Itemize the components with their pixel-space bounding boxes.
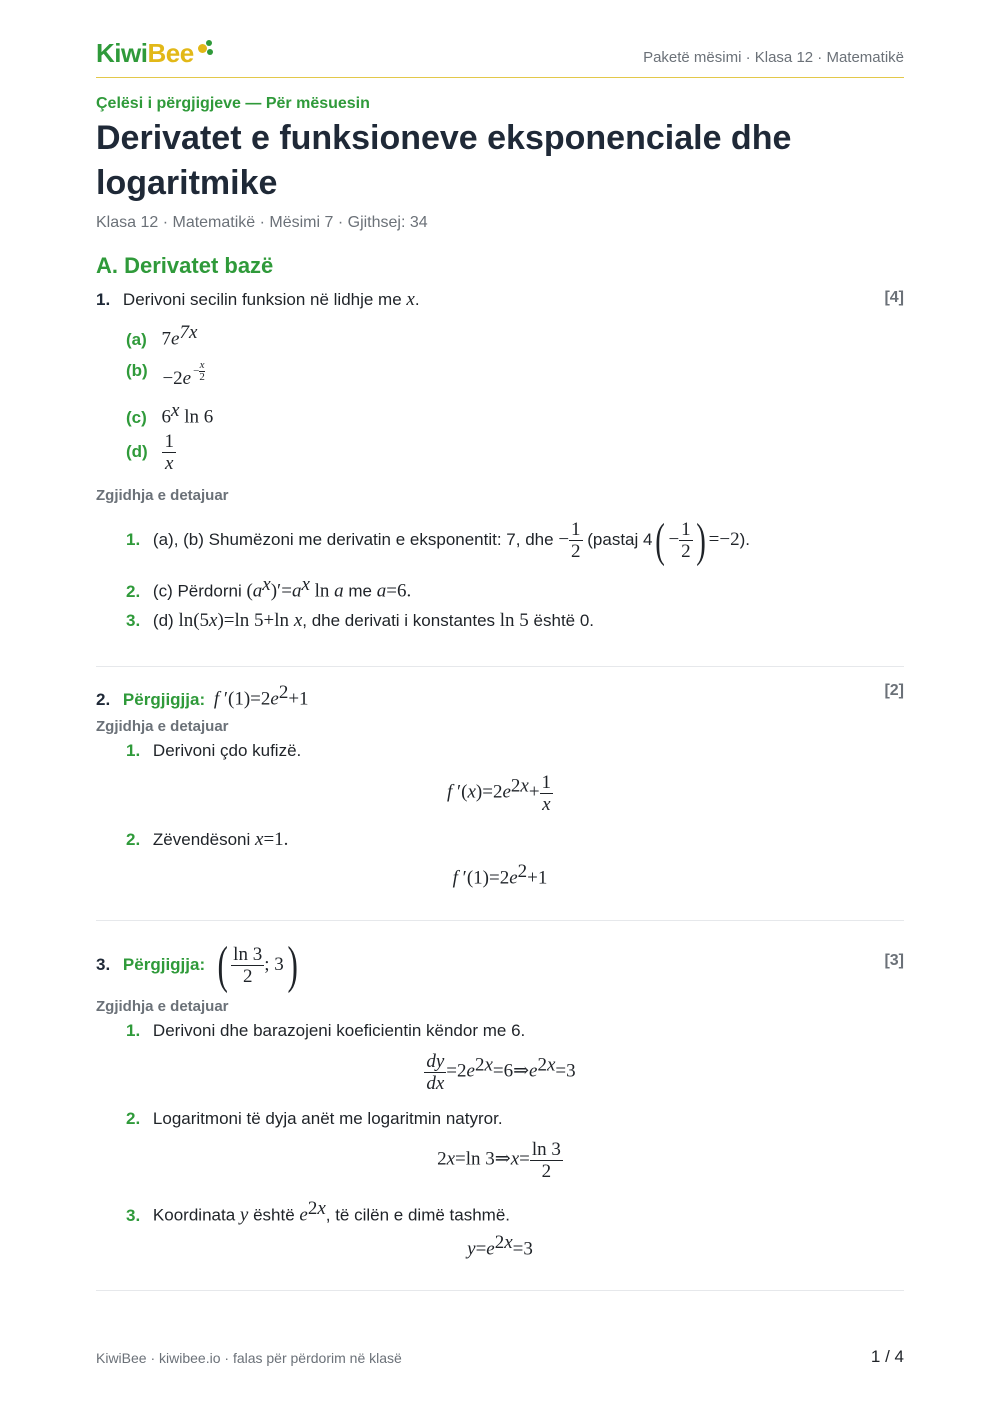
question-3: 3. Përgjigjja: ( $\frac{\ln 3}{2}$ ; 3) [3]: [96, 937, 904, 994]
breadcrumb: Paketë mësimi · Klasa 12 · Matematikë: [643, 49, 904, 66]
kiwibee-logo: KiwiBee: [96, 38, 214, 69]
solution-step: 1. Derivoni çdo kufizë.: [126, 741, 302, 760]
part-d: (d) $\frac{1}{x}$: [126, 431, 174, 474]
solution-step: 1. (a), (b) Shumëzoni me derivatin e eksponentit: 7, dhe − $\frac{1}{2}$ (pastaj 4( − $\frac{1}{2}$ ) =−2).: [126, 514, 750, 567]
question-2: 2. Përgjigjja: f $'(1)=2e^2+1$ [2]: [96, 682, 904, 710]
display-equation: f $'(1)=2e^2+1$: [452, 861, 548, 889]
question-prompt: Derivoni secilin funksion në lidhje me: [122, 290, 402, 309]
display-equation: 2x=ln 3⇒x= $\frac{\ln 3}{2}$: [437, 1139, 561, 1182]
page-title: Derivatet e funksioneve eksponenciale dhe logaritmike: [96, 119, 792, 202]
solution-heading: Zgjidhja e detajuar: [96, 998, 229, 1015]
divider: [96, 1290, 904, 1291]
display-equation: $\frac{dy}{dx}$ $=2e^{2x}=6\Rightarrow e^{2x}=3$: [426, 1051, 576, 1094]
page-number: 1 / 4: [870, 1347, 904, 1366]
solution-step: 3. Koordinata y është $e^{2x}$, të cilën e dimë tashmë.: [126, 1198, 511, 1226]
answer-key-label: Çelësi i përgjigjeve — Për mësuesin: [96, 95, 370, 112]
solution-step: 2. (c) Përdorni $(a^x)'=a^x$ ln a me a=6.: [126, 574, 412, 602]
question-1: 1. Derivoni secilin funksion në lidhje me x. [4]: [96, 289, 904, 310]
page-header: [96, 36, 904, 78]
marks-badge: [2]: [884, 682, 904, 699]
section-title: A. Derivatet bazë: [96, 253, 274, 278]
display-equation: f $'(x)=2e^{2x}+$ $\frac{1}{x}$: [446, 772, 552, 815]
divider: [96, 666, 904, 667]
solution-step: 2. Logaritmoni të dyja anët me logaritmin natyror.: [126, 1109, 503, 1128]
solution-step: 3. (d) ln(5x)=ln 5+ln x, dhe derivati i konstantes ln 5 është 0.: [126, 610, 595, 631]
solution-heading: Zgjidhja e detajuar: [96, 718, 229, 735]
solution-heading: Zgjidhja e detajuar: [96, 487, 229, 504]
part-c: (c) 6$^x$ ln 6: [126, 400, 214, 428]
fraction-1-over-x: $\frac{1}{x}$: [164, 431, 174, 474]
lesson-meta: Klasa 12 · Matematikë · Mësimi 7 · Gjithsej: 34: [96, 214, 428, 231]
part-b: (b) −2e − $\frac{x}{2}$: [126, 359, 205, 389]
solution-step: 1. Derivoni dhe barazojeni koeficientin këndor me 6.: [126, 1021, 526, 1040]
marks-badge: [3]: [884, 952, 904, 969]
display-equation: $y=e^{2x}=3$: [467, 1232, 533, 1260]
part-a: (a) $7e^{7x}$: [126, 322, 198, 350]
worksheet-page: [96, 0, 904, 1413]
solution-step: 2. Zëvendësoni x=1.: [126, 829, 289, 850]
bee-dots-icon: [196, 38, 214, 58]
divider: [96, 920, 904, 921]
marks-badge: [4]: [884, 289, 904, 306]
footer-credit: KiwiBee · kiwibee.io · falas për përdorim në klasë: [96, 1350, 402, 1366]
